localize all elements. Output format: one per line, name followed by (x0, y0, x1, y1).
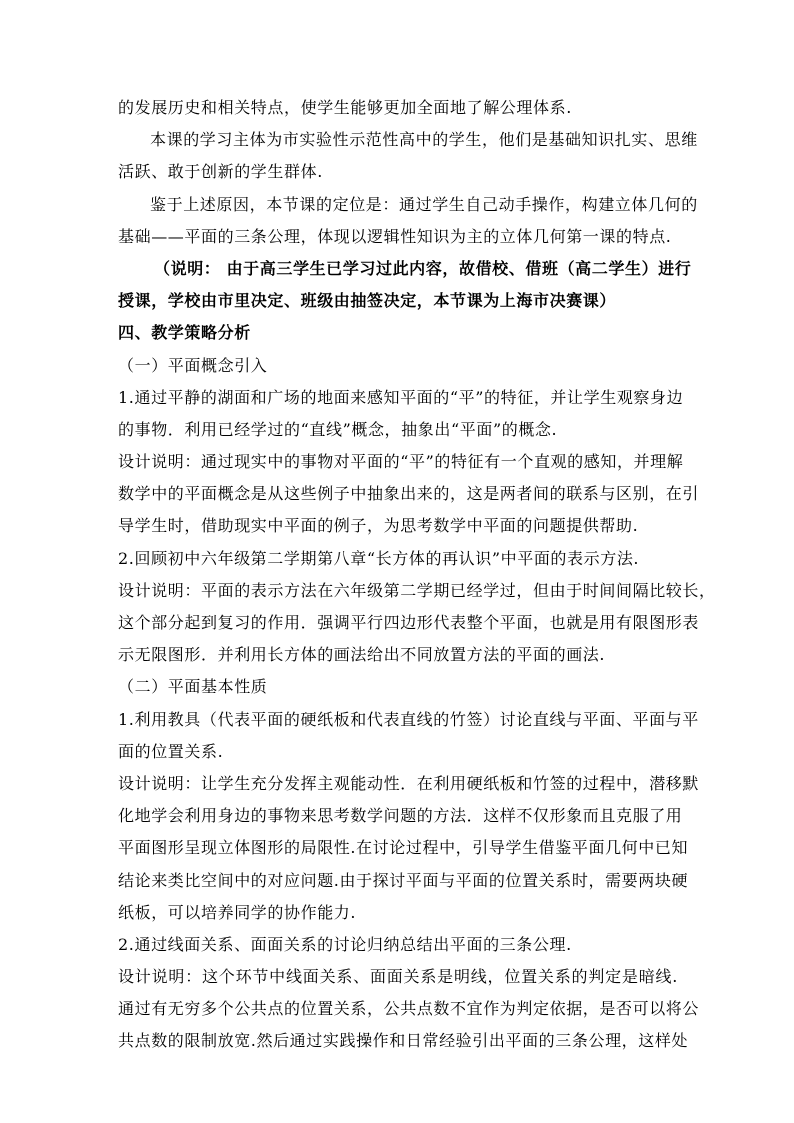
note-line: 授课，学校由市里决定、班级由抽签决定，本节课为上海市决赛课） (118, 291, 617, 311)
paragraph-line: 示无限图形．并利用长方体的画法给出不同放置方法的平面的画法. (118, 645, 606, 665)
paragraph-line: 活跃、敢于创新的学生群体. (118, 162, 323, 182)
paragraph-line: 结论来类比空间中的对应问题.由于探讨平面与平面的位置关系时，需要两块硬 (118, 870, 689, 890)
paragraph-line: 共点数的限制放宽.然后通过实践操作和日常经验引出平面的三条公理，这样处 (118, 1031, 689, 1051)
document-page (118, 92, 716, 1058)
paragraph-line: 基础——平面的三条公理，体现以逻辑性知识为主的立体几何第一课的特点. (118, 226, 672, 246)
note-line: （说明： 由于高三学生已学习过此内容，故借校、借班（高二学生）进行 (154, 258, 692, 278)
paragraph-line: 2.通过线面关系、面面关系的讨论归纳总结出平面的三条公理. (118, 934, 572, 954)
paragraph-line: 2.回顾初中六年级第二学期第八章“长方体的再认识”中平面的表示方法. (118, 548, 640, 568)
paragraph-line: 平面图形呈现立体图形的局限性.在讨论过程中，引导学生借鉴平面几何中已知 (118, 838, 689, 858)
paragraph-line: 这个部分起到复习的作用．强调平行四边形代表整个平面，也就是用有限图形表 (118, 613, 700, 632)
subsection-heading: （二）平面基本性质 (118, 677, 268, 697)
paragraph-line: 面的位置关系. (118, 741, 224, 761)
paragraph-line: 设计说明：平面的表示方法在六年级第二学期已经学过，但由于时间间隔比较长， (118, 580, 716, 600)
paragraph-line: 本课的学习主体为市实验性示范性高中的学生，他们是基础知识扎实、思维 (150, 130, 698, 150)
paragraph-line: 通过有无穷多个公共点的位置关系，公共点数不宜作为判定依据，是否可以将公 (118, 999, 700, 1019)
paragraph-line: 纸板，可以培养同学的协作能力. (118, 902, 357, 922)
paragraph-line: 设计说明：通过现实中的事物对平面的“平”的特征有一个直观的感知，并理解 (118, 452, 684, 472)
paragraph-line: 1.通过平静的湖面和广场的地面来感知平面的“平”的特征，并让学生观察身边 (118, 387, 684, 407)
subsection-heading: （一）平面概念引入 (118, 355, 268, 375)
paragraph-line: 导学生时，借助现实中平面的例子，为思考数学中平面的问题提供帮助. (118, 516, 639, 536)
paragraph-line: 设计说明：这个环节中线面关系、面面关系是明线，位置关系的判定是暗线. (118, 967, 678, 987)
paragraph-line: 的事物．利用已经学过的“直线”概念，抽象出“平面”的概念. (118, 419, 558, 439)
paragraph-line: 数学中的平面概念是从这些例子中抽象出来的，这是两者间的联系与区别，在引 (118, 484, 700, 504)
paragraph-line: 设计说明：让学生充分发挥主观能动性．在利用硬纸板和竹签的过程中，潜移默 (118, 773, 700, 793)
paragraph-line: 化地学会利用身边的事物来思考数学问题的方法．这样不仅形象而且克服了用 (118, 806, 683, 826)
paragraph-line: 鉴于上述原因，本节课的定位是：通过学生自己动手操作，构建立体几何的 (150, 194, 698, 214)
paragraph-line: 的发展历史和相关特点，使学生能够更加全面地了解公理体系. (118, 98, 572, 117)
section-heading: 四、教学策略分析 (118, 323, 251, 343)
paragraph-line: 1.利用教具（代表平面的硬纸板和代表直线的竹签）讨论直线与平面、平面与平 (118, 709, 699, 729)
